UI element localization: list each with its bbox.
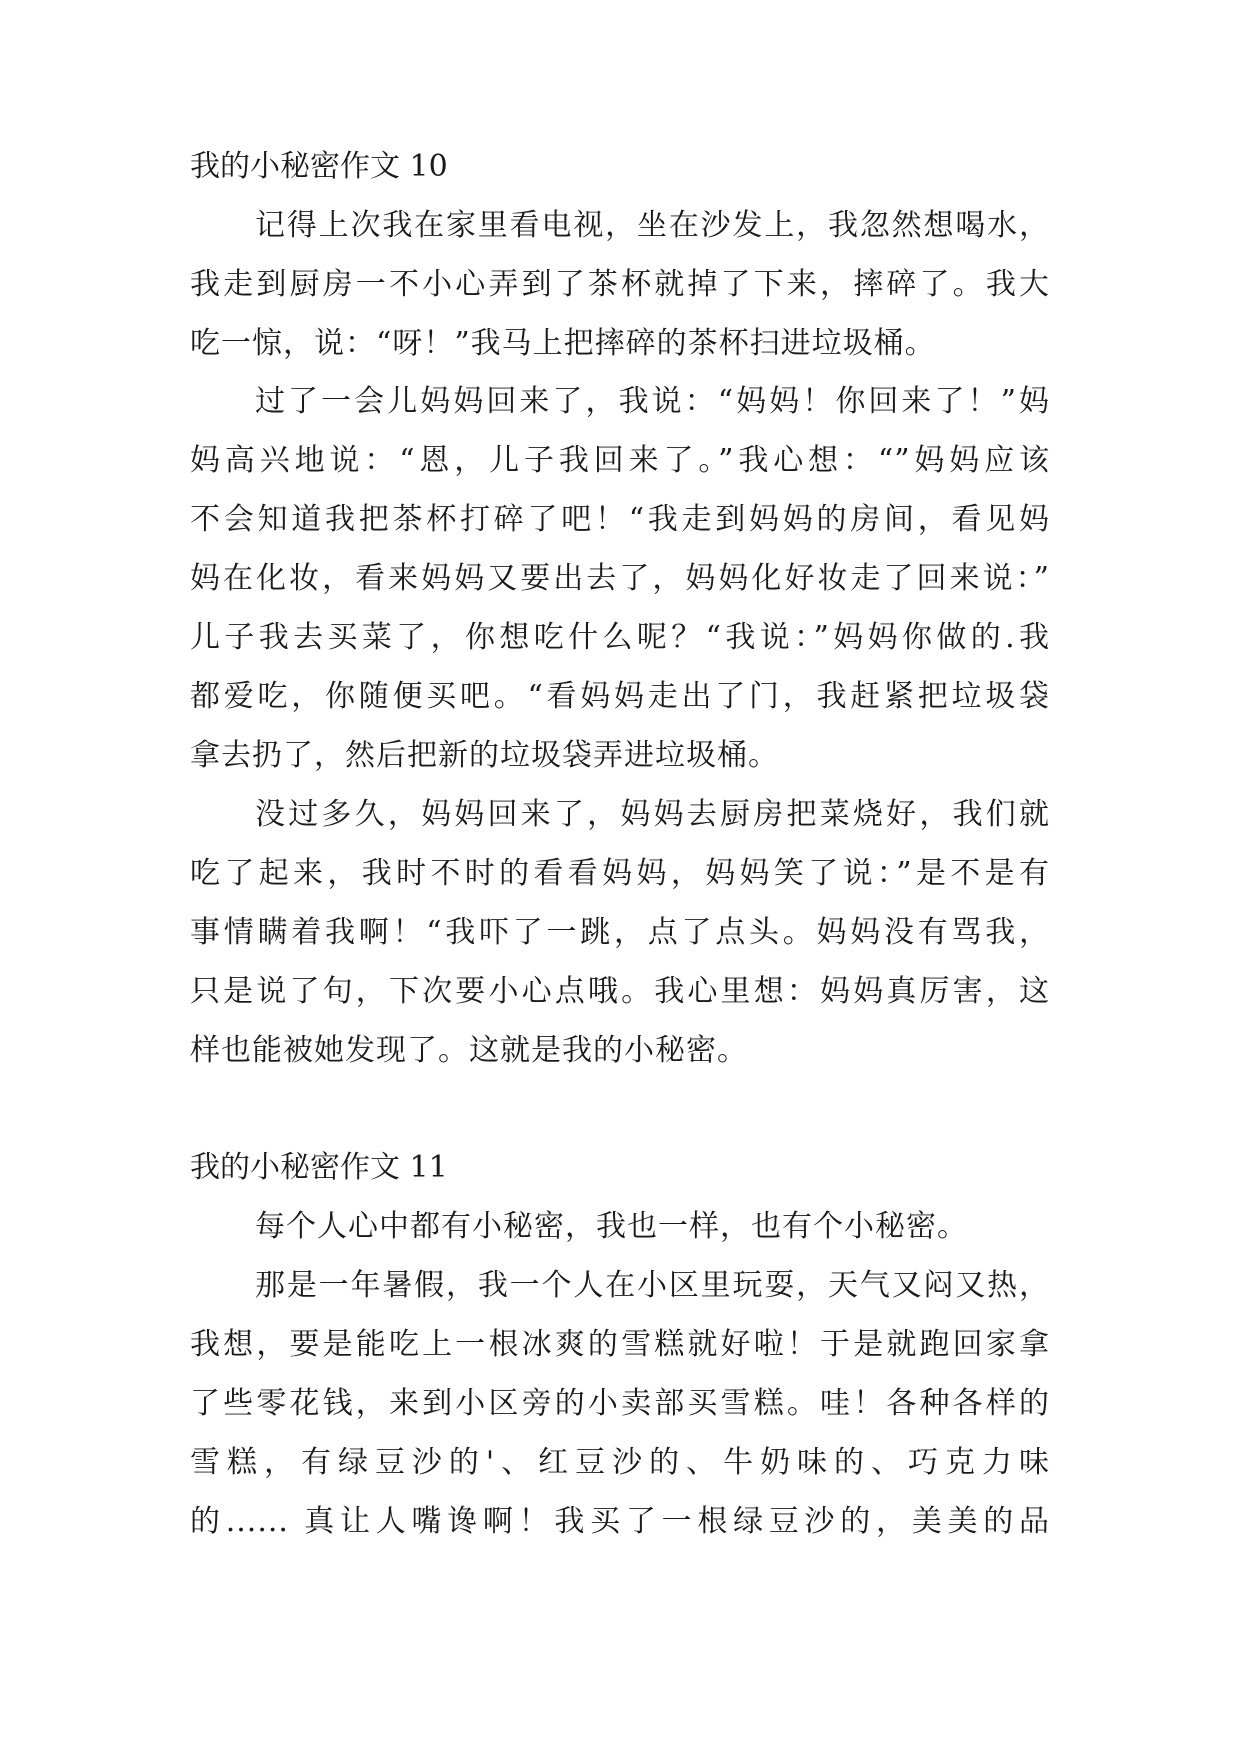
paragraph-line: 我想，要是能吃上一根冰爽的雪糕就好啦！于是就跑回家拿 <box>190 1327 1050 1362</box>
paragraph-line: 儿子我去买菜了，你想吃什么呢？“我说：”妈妈你做的.我 <box>190 620 1050 655</box>
paragraph-line: 我走到厨房一不小心弄到了茶杯就掉了下来，摔碎了。我大 <box>190 267 1050 302</box>
paragraph-line: 吃一惊，说：“呀！”我马上把摔碎的茶杯扫进垃圾桶。 <box>190 326 936 361</box>
paragraph-line: 事情瞒着我啊！“我吓了一跳，点了点头。妈妈没有骂我， <box>190 915 1050 950</box>
paragraph-line: 的...... 真让人嘴谗啊！我买了一根绿豆沙的，美美的品 <box>190 1504 1050 1539</box>
paragraph-line: 那是一年暑假，我一个人在小区里玩耍，天气又闷又热， <box>255 1268 1050 1303</box>
paragraph-line: 拿去扔了，然后把新的垃圾袋弄进垃圾桶。 <box>190 738 779 773</box>
section-title: 我的小秘密作文 11 <box>190 1150 448 1185</box>
paragraph-line: 过了一会儿妈妈回来了，我说：“妈妈！你回来了！”妈 <box>255 384 1050 419</box>
paragraph-line: 了些零花钱，来到小区旁的小卖部买雪糕。哇！各种各样的 <box>190 1386 1050 1421</box>
paragraph-line: 都爱吃，你随便买吧。“看妈妈走出了门，我赶紧把垃圾袋 <box>190 679 1050 714</box>
section-title: 我的小秘密作文 10 <box>190 149 448 184</box>
paragraph-line: 样也能被她发现了。这就是我的小秘密。 <box>190 1033 748 1068</box>
paragraph-line: 雪糕，有绿豆沙的'、红豆沙的、牛奶味的、巧克力味 <box>190 1445 1050 1480</box>
paragraph-line: 妈在化妆，看来妈妈又要出去了，妈妈化好妆走了回来说：” <box>190 561 1050 596</box>
paragraph-line: 只是说了句，下次要小心点哦。我心里想：妈妈真厉害，这 <box>190 974 1050 1009</box>
paragraph-line: 吃了起来，我时不时的看看妈妈，妈妈笑了说：”是不是有 <box>190 856 1050 891</box>
paragraph-line: 不会知道我把茶杯打碎了吧！“我走到妈妈的房间，看见妈 <box>190 502 1050 537</box>
paragraph-line: 记得上次我在家里看电视，坐在沙发上，我忽然想喝水， <box>255 208 1050 243</box>
paragraph-line: 每个人心中都有小秘密，我也一样，也有个小秘密。 <box>255 1209 968 1244</box>
paragraph-line: 妈高兴地说：“恩，儿子我回来了。”我心想：“”妈妈应该 <box>190 443 1050 478</box>
paragraph-line: 没过多久，妈妈回来了，妈妈去厨房把菜烧好，我们就 <box>255 797 1050 832</box>
